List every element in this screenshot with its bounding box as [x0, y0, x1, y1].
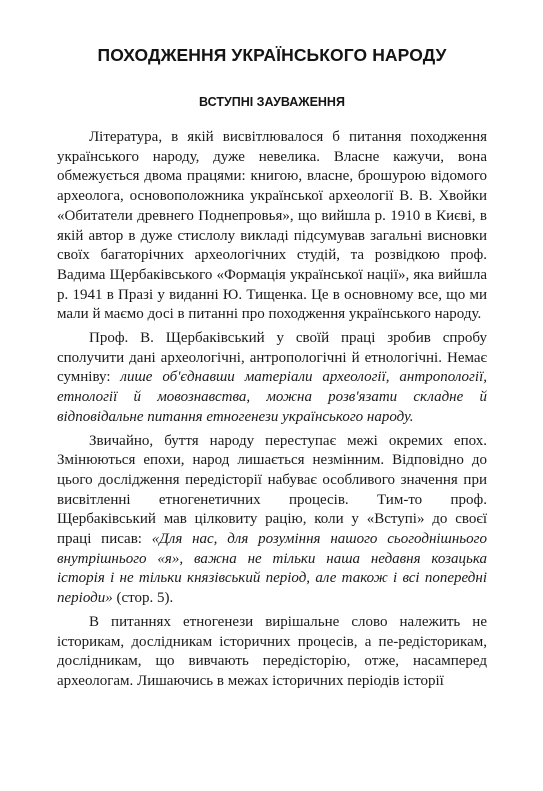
paragraph-emphasis: лише об'єднавши матеріали археології, антропології, етнології й мовознавства, можна розв'язати складне й відповідальне питання етногенези українського народу. [57, 369, 487, 425]
paragraph-2 [57, 329, 487, 428]
paragraph-text: Звичайно, буття народу переступає межі окремих епох. Змінюються епохи, народ лишається незмінним. Відповідно до цього дослідження передісторії набуває особливого значення при висвітленні етногенетичних процесів. Тим-то проф. Щербаківський мав цілковиту рацію, коли у «Вступі» до своєї праці писав: [57, 432, 487, 548]
paragraph-4 [57, 613, 487, 692]
section-heading: ВСТУПНІ ЗАУВАЖЕННЯ [199, 95, 345, 109]
document-body [57, 128, 487, 692]
paragraph-quote: «Для нас, для розуміння нашого сьогоднішнього внутрішнього «я», важна не тільки наша недавня козацька історія і не тільки князівський період, але також і всі попередні періоди» [57, 531, 487, 607]
paragraph-3 [57, 432, 487, 609]
paragraph-text: В питаннях етногенези вирішальне слово належить не історикам, дослідникам історичних процесів, а пе-редісторикам, дослідникам, що вивчають передісторію, отже, насамперед археологам. Лишаючись в межах історичних періодів історії [57, 613, 487, 689]
paragraph-text: Проф. В. Щербаківський у своїй праці зробив спробу сполучити дані археологічні, антропологічні й етнологічні. Немає сумніву: [57, 330, 487, 386]
document-title: ПОХОДЖЕННЯ УКРАЇНСЬКОГО НАРОДУ [97, 45, 447, 65]
paragraph-citation: (стор. 5). [112, 590, 174, 607]
paragraph-1 [57, 128, 487, 325]
paragraph-text: Література, в якій висвітлювалося б питання походження українського народу, дуже невелика. Власне кажучи, вона обмежується двома працями: книгою, власне, брошурою відомого археолога, основоположника української археології В. В. Хвойки «Обитатели древнего Поднепровья», що вийшла р. 1910 в Києві, в якій автор в дуже стислолу викладі підсумував загальні висновки своїх багаторічних археологічних студій, та розвідкою проф. Вадима Щербаківського «Формація української нації», яка вийшла р. 1941 в Празі у виданні Ю. Тищенка. Це в основному все, що ми мали й маємо досі в питанні про походження українського народу. [57, 129, 487, 323]
